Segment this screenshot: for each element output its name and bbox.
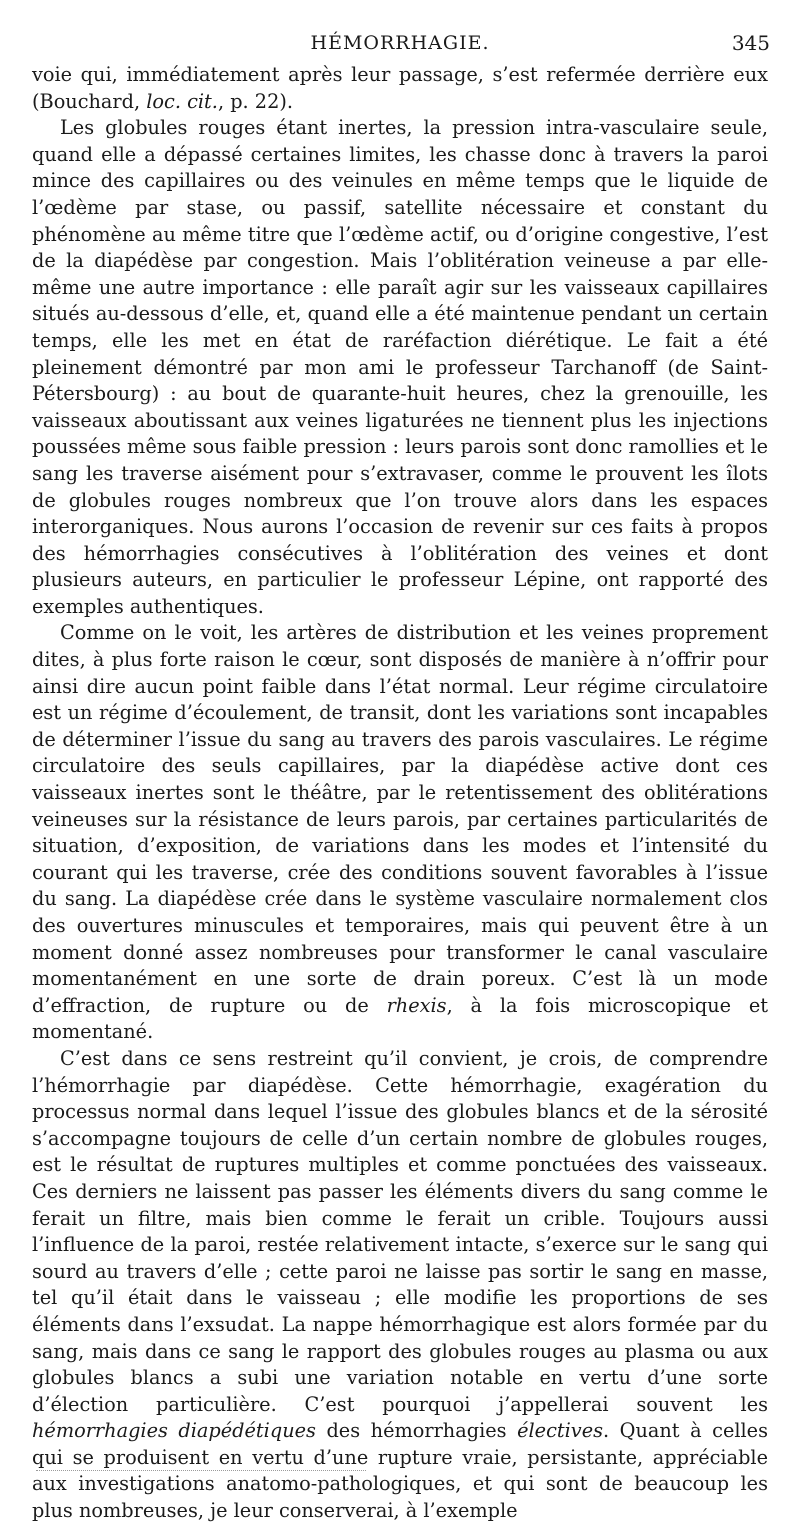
text-run: voie qui, immédiatement après leur passage, s’est refermée derrière eux (Bouchard, (32, 63, 768, 113)
text-run: , à la fois microscopique et momentané. (32, 993, 768, 1044)
text-run: Comme on le voit, les artères de distribution et les veines proprement dites, à plus forte raison le cœur, sont disposés de manière à n’offrir pour ainsi dire aucun point faible dans l’état normal. Leur régime circulatoire est un régime d’écoulement, de transit, dont les variations sont incapables de déterminer l’issue du sang au travers des parois vasculaires. Le régime circulatoire des seuls capillaires, par la diapédèse active dont ces vaisseaux inertes sont le théâtre, par le retentissement des oblitérations veineuses sur la résistance de leurs parois, par certaines particularités de situation, d’exposition, de variations dans les modes et l’intensité du courant qui les traverse, crée des conditions souvent favorables à l’issue du sang. La diapédèse crée dans le système vasculaire normalement clos des ouvertures minuscules et temporaires, mais qui peuvent être à un moment donné assez nombreuses pour transformer le canal vasculaire momentanément en une sorte de drain poreux. C’est là un mode d’effraction, de rupture ou de (32, 621, 768, 1017)
italic-text: hémorrhagies diapédétiques (32, 1419, 316, 1443)
text-run: Les globules rouges étant inertes, la pression intra-vasculaire seule, quand elle a dépassé certaines limites, les chasse donc à travers la paroi mince des capillaires ou des veinules en même temps que le liquide de l’œdème par stase, ou passif, satellite nécessaire et constant du phénomène au même titre que l’œdème actif, ou d’origine congestive, l’est de la diapédèse par congestion. Mais l’oblitération veineuse a par elle-même une autre importance : elle paraît agir sur les vaisseaux capillaires situés au-dessous d’elle, et, quand elle a été maintenue pendant un certain temps, elle les met en état de raréfaction diérétique. Le fait a été pleinement démontré par mon ami le professeur Tarchanoff (de Saint-Pétersbourg) : au bout de quarante-huit heures, chez la grenouille, les vaisseaux aboutissant aux veines ligaturées ne tiennent plus les injections poussées même sous faible pression : leurs parois sont donc ramollies et le sang les traverse aisément pour s’extravaser, comme le prouvent les îlots de globules rouges nombreux que l’on trouve alors dans les espaces interorganiques. Nous aurons l’occasion de revenir sur ces faits à propos des hémorrhagies consécutives à l’oblitération des veines et dont plusieurs auteurs, en particulier le professeur Lépine, ont rapporté des exemples authentiques. (32, 116, 768, 618)
paragraph (32, 115, 768, 620)
italic-text: loc. cit. (146, 89, 218, 113)
paragraph (32, 1046, 768, 1525)
body-text (32, 62, 768, 1525)
paragraph (32, 620, 768, 1046)
footer-rule (36, 1470, 366, 1471)
running-head (30, 28, 770, 58)
paragraph (32, 62, 768, 115)
italic-text: électives (517, 1419, 603, 1443)
text-run: . Quant à celles qui se produisent en vertu d’une rupture vraie, persistante, appréciable aux investigations anatomo-pathologiques, et qui sont de beaucoup les plus nombreuses, je leur conserverai, à l’exemple (32, 1419, 768, 1523)
running-title: HÉMORRHAGIE. (310, 32, 490, 54)
text-run: des hémorrhagies (315, 1419, 518, 1443)
text-run: C’est dans ce sens restreint qu’il convient, je crois, de comprendre l’hémorrhagie par diapédèse. Cette hémorrhagie, exagération du processus normal dans lequel l’issue des globules blancs et de la sérosité s’accompagne toujours de celle d’un certain nombre de globules rouges, est le résultat de ruptures multiples et comme ponctuées des vaisseaux. Ces derniers ne laissent pas passer les éléments divers du sang comme le ferait un filtre, mais bien comme le ferait un crible. Toujours aussi l’influence de la paroi, restée relativement intacte, s’exerce sur le sang qui sourd au travers d’elle ; cette paroi ne laisse pas sortir le sang en masse, tel qu’il était dans le vaisseau ; elle modifie les proportions de ses éléments dans l’exsudat. La nappe hémorrhagique est alors formée par du sang, mais dans ce sang le rapport des globules rouges au plasma ou aux globules blancs a subi une variation notable en vertu d’une sorte d’élection particulière. C’est pourquoi j’appellerai souvent les (32, 1046, 768, 1416)
page-number: 345 (731, 31, 770, 55)
text-run: , p. 22). (217, 89, 293, 113)
italic-text: rhexis (386, 993, 447, 1017)
